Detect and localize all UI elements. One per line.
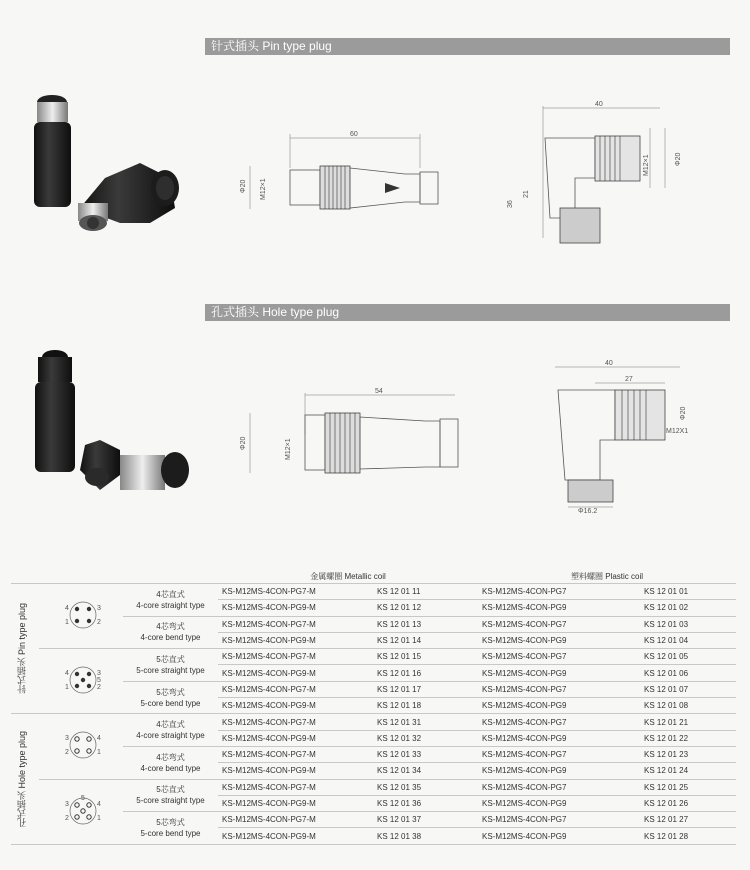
hole-straight-thread: M12×1 — [285, 438, 292, 460]
plastic-model: KS-M12MS-4CON-PG9 — [478, 600, 640, 616]
metal-model: KS-M12MS-4CON-PG9-M — [218, 795, 373, 811]
plastic-code: KS 12 01 23 — [640, 746, 736, 762]
metal-model: KS-M12MS-4CON-PG7-M — [218, 746, 373, 762]
plastic-model: KS-M12MS-4CON-PG7 — [478, 714, 640, 730]
pin-group-label: 针式插头 Pin type plug — [17, 603, 27, 694]
svg-text:4: 4 — [97, 800, 101, 808]
metal-code: KS 12 01 36 — [373, 795, 478, 811]
metal-code: KS 12 01 12 — [373, 600, 478, 616]
metal-model: KS-M12MS-4CON-PG7-M — [218, 779, 373, 795]
hole-plug-photo — [25, 345, 195, 500]
svg-text:5: 5 — [81, 794, 85, 802]
hole-bend-bottom-diameter: Φ16.2 — [578, 508, 598, 515]
metal-code: KS 12 01 15 — [373, 649, 478, 665]
spec-table — [11, 570, 736, 845]
hole-bend-inner: 27 — [625, 376, 633, 383]
plastic-model: KS-M12MS-4CON-PG9 — [478, 632, 640, 648]
metal-model: KS-M12MS-4CON-PG9-M — [218, 730, 373, 746]
table-row — [11, 649, 736, 665]
type-5-straight: 5芯直式 5-core straight type — [123, 649, 218, 682]
metal-model: KS-M12MS-4CON-PG9-M — [218, 632, 373, 648]
pinout-4-hole-icon — [43, 720, 123, 770]
table-row — [11, 584, 736, 600]
type-4-bend: 4芯弯式 4-core bend type — [123, 616, 218, 649]
pin-bend-diameter: Φ20 — [675, 152, 682, 166]
hole-straight-length: 54 — [375, 388, 383, 395]
plastic-model: KS-M12MS-4CON-PG7 — [478, 616, 640, 632]
plastic-model: KS-M12MS-4CON-PG9 — [478, 795, 640, 811]
metal-code: KS 12 01 17 — [373, 681, 478, 697]
metal-model: KS-M12MS-4CON-PG7-M — [218, 649, 373, 665]
pin-bend-drawing — [500, 98, 700, 253]
plastic-model: KS-M12MS-4CON-PG7 — [478, 681, 640, 697]
plastic-model: KS-M12MS-4CON-PG7 — [478, 812, 640, 828]
hole-bend-width: 40 — [605, 360, 613, 367]
plastic-coil-header: 塑料螺圈 Plastic coil — [478, 570, 736, 584]
metal-code: KS 12 01 14 — [373, 632, 478, 648]
type-4-straight: 4芯直式 4-core straight type — [123, 584, 218, 617]
plastic-model: KS-M12MS-4CON-PG9 — [478, 665, 640, 681]
plastic-model: KS-M12MS-4CON-PG7 — [478, 584, 640, 600]
plastic-code: KS 12 01 06 — [640, 665, 736, 681]
plastic-code: KS 12 01 02 — [640, 600, 736, 616]
metal-code: KS 12 01 31 — [373, 714, 478, 730]
plastic-code: KS 12 01 04 — [640, 632, 736, 648]
metal-code: KS 12 01 32 — [373, 730, 478, 746]
pinout-5-hole-icon — [43, 786, 123, 836]
metal-model: KS-M12MS-4CON-PG9-M — [218, 698, 373, 714]
pinout-5-hole — [39, 779, 123, 844]
type-5-bend: 5芯弯式 5-core bend type — [123, 812, 218, 845]
metal-code: KS 12 01 18 — [373, 698, 478, 714]
metal-code: KS 12 01 37 — [373, 812, 478, 828]
metal-code: KS 12 01 11 — [373, 584, 478, 600]
type-5-bend: 5芯弯式 5-core bend type — [123, 681, 218, 714]
plastic-code: KS 12 01 07 — [640, 681, 736, 697]
metal-model: KS-M12MS-4CON-PG7-M — [218, 812, 373, 828]
pin-straight-thread: M12×1 — [260, 178, 267, 200]
plastic-code: KS 12 01 26 — [640, 795, 736, 811]
svg-text:4: 4 — [97, 735, 101, 743]
hole-bend-drawing — [540, 355, 720, 515]
plastic-code: KS 12 01 22 — [640, 730, 736, 746]
pinout-5-pin-icon — [43, 655, 123, 705]
plastic-code: KS 12 01 24 — [640, 763, 736, 779]
table-row — [11, 714, 736, 730]
metal-code: KS 12 01 38 — [373, 828, 478, 844]
metal-model: KS-M12MS-4CON-PG7-M — [218, 714, 373, 730]
pin-bend-height-36: 36 — [507, 200, 514, 208]
pin-group-cell — [11, 584, 39, 714]
plastic-code: KS 12 01 21 — [640, 714, 736, 730]
type-4-straight: 4芯直式 4-core straight type — [123, 714, 218, 747]
metal-coil-header: 金属螺圈 Metallic coil — [218, 570, 478, 584]
plastic-model: KS-M12MS-4CON-PG9 — [478, 698, 640, 714]
pinout-4-pin-icon — [43, 590, 123, 640]
pin-bend-thread: M12×1 — [643, 154, 650, 176]
pin-bend-width: 40 — [595, 101, 603, 108]
svg-text:1: 1 — [97, 814, 101, 822]
table-row — [11, 779, 736, 795]
plastic-code: KS 12 01 27 — [640, 812, 736, 828]
plastic-code: KS 12 01 08 — [640, 698, 736, 714]
table-header-row — [11, 570, 736, 584]
metal-model: KS-M12MS-4CON-PG7-M — [218, 584, 373, 600]
hole-group-label: 孔式插头 Hole type plug — [17, 731, 27, 828]
pin-straight-diameter: Φ20 — [240, 179, 247, 193]
metal-code: KS 12 01 13 — [373, 616, 478, 632]
svg-text:4: 4 — [65, 670, 69, 678]
metal-code: KS 12 01 16 — [373, 665, 478, 681]
metal-model: KS-M12MS-4CON-PG9-M — [218, 600, 373, 616]
pin-bend-height-21: 21 — [523, 190, 530, 198]
svg-text:4: 4 — [65, 605, 69, 613]
metal-model: KS-M12MS-4CON-PG9-M — [218, 665, 373, 681]
svg-text:2: 2 — [65, 814, 69, 822]
hole-bend-thread: M12X1 — [666, 428, 689, 435]
hole-straight-drawing — [235, 385, 465, 485]
pin-section-title: 针式插头 Pin type plug — [205, 38, 730, 55]
plastic-code: KS 12 01 25 — [640, 779, 736, 795]
metal-code: KS 12 01 34 — [373, 763, 478, 779]
metal-code: KS 12 01 35 — [373, 779, 478, 795]
svg-text:5: 5 — [97, 677, 101, 685]
metal-model: KS-M12MS-4CON-PG9-M — [218, 763, 373, 779]
plastic-model: KS-M12MS-4CON-PG7 — [478, 649, 640, 665]
plastic-model: KS-M12MS-4CON-PG7 — [478, 746, 640, 762]
plastic-code: KS 12 01 05 — [640, 649, 736, 665]
svg-text:1: 1 — [65, 684, 69, 692]
pin-plug-photo — [20, 88, 190, 243]
plastic-model: KS-M12MS-4CON-PG9 — [478, 730, 640, 746]
svg-text:3: 3 — [97, 670, 101, 678]
plastic-model: KS-M12MS-4CON-PG9 — [478, 763, 640, 779]
svg-text:2: 2 — [65, 749, 69, 757]
pinout-5-pin — [39, 649, 123, 714]
metal-code: KS 12 01 33 — [373, 746, 478, 762]
type-4-bend: 4芯弯式 4-core bend type — [123, 746, 218, 779]
type-5-straight: 5芯直式 5-core straight type — [123, 779, 218, 812]
svg-text:3: 3 — [65, 735, 69, 743]
plastic-model: KS-M12MS-4CON-PG7 — [478, 779, 640, 795]
plastic-code: KS 12 01 01 — [640, 584, 736, 600]
plastic-code: KS 12 01 03 — [640, 616, 736, 632]
hole-group-cell — [11, 714, 39, 844]
pinout-4-pin — [39, 584, 123, 649]
pinout-4-hole — [39, 714, 123, 779]
svg-text:3: 3 — [97, 605, 101, 613]
plastic-model: KS-M12MS-4CON-PG9 — [478, 828, 640, 844]
pin-straight-drawing — [235, 128, 455, 228]
svg-text:2: 2 — [97, 684, 101, 692]
plastic-code: KS 12 01 28 — [640, 828, 736, 844]
hole-section-title: 孔式插头 Hole type plug — [205, 304, 730, 321]
svg-text:2: 2 — [97, 619, 101, 627]
metal-model: KS-M12MS-4CON-PG7-M — [218, 681, 373, 697]
metal-model: KS-M12MS-4CON-PG9-M — [218, 828, 373, 844]
svg-text:1: 1 — [65, 619, 69, 627]
pin-straight-length: 60 — [350, 131, 358, 138]
hole-bend-diameter: Φ20 — [680, 406, 687, 420]
svg-text:3: 3 — [65, 800, 69, 808]
metal-model: KS-M12MS-4CON-PG7-M — [218, 616, 373, 632]
svg-text:1: 1 — [97, 749, 101, 757]
hole-straight-diameter: Φ20 — [240, 436, 247, 450]
